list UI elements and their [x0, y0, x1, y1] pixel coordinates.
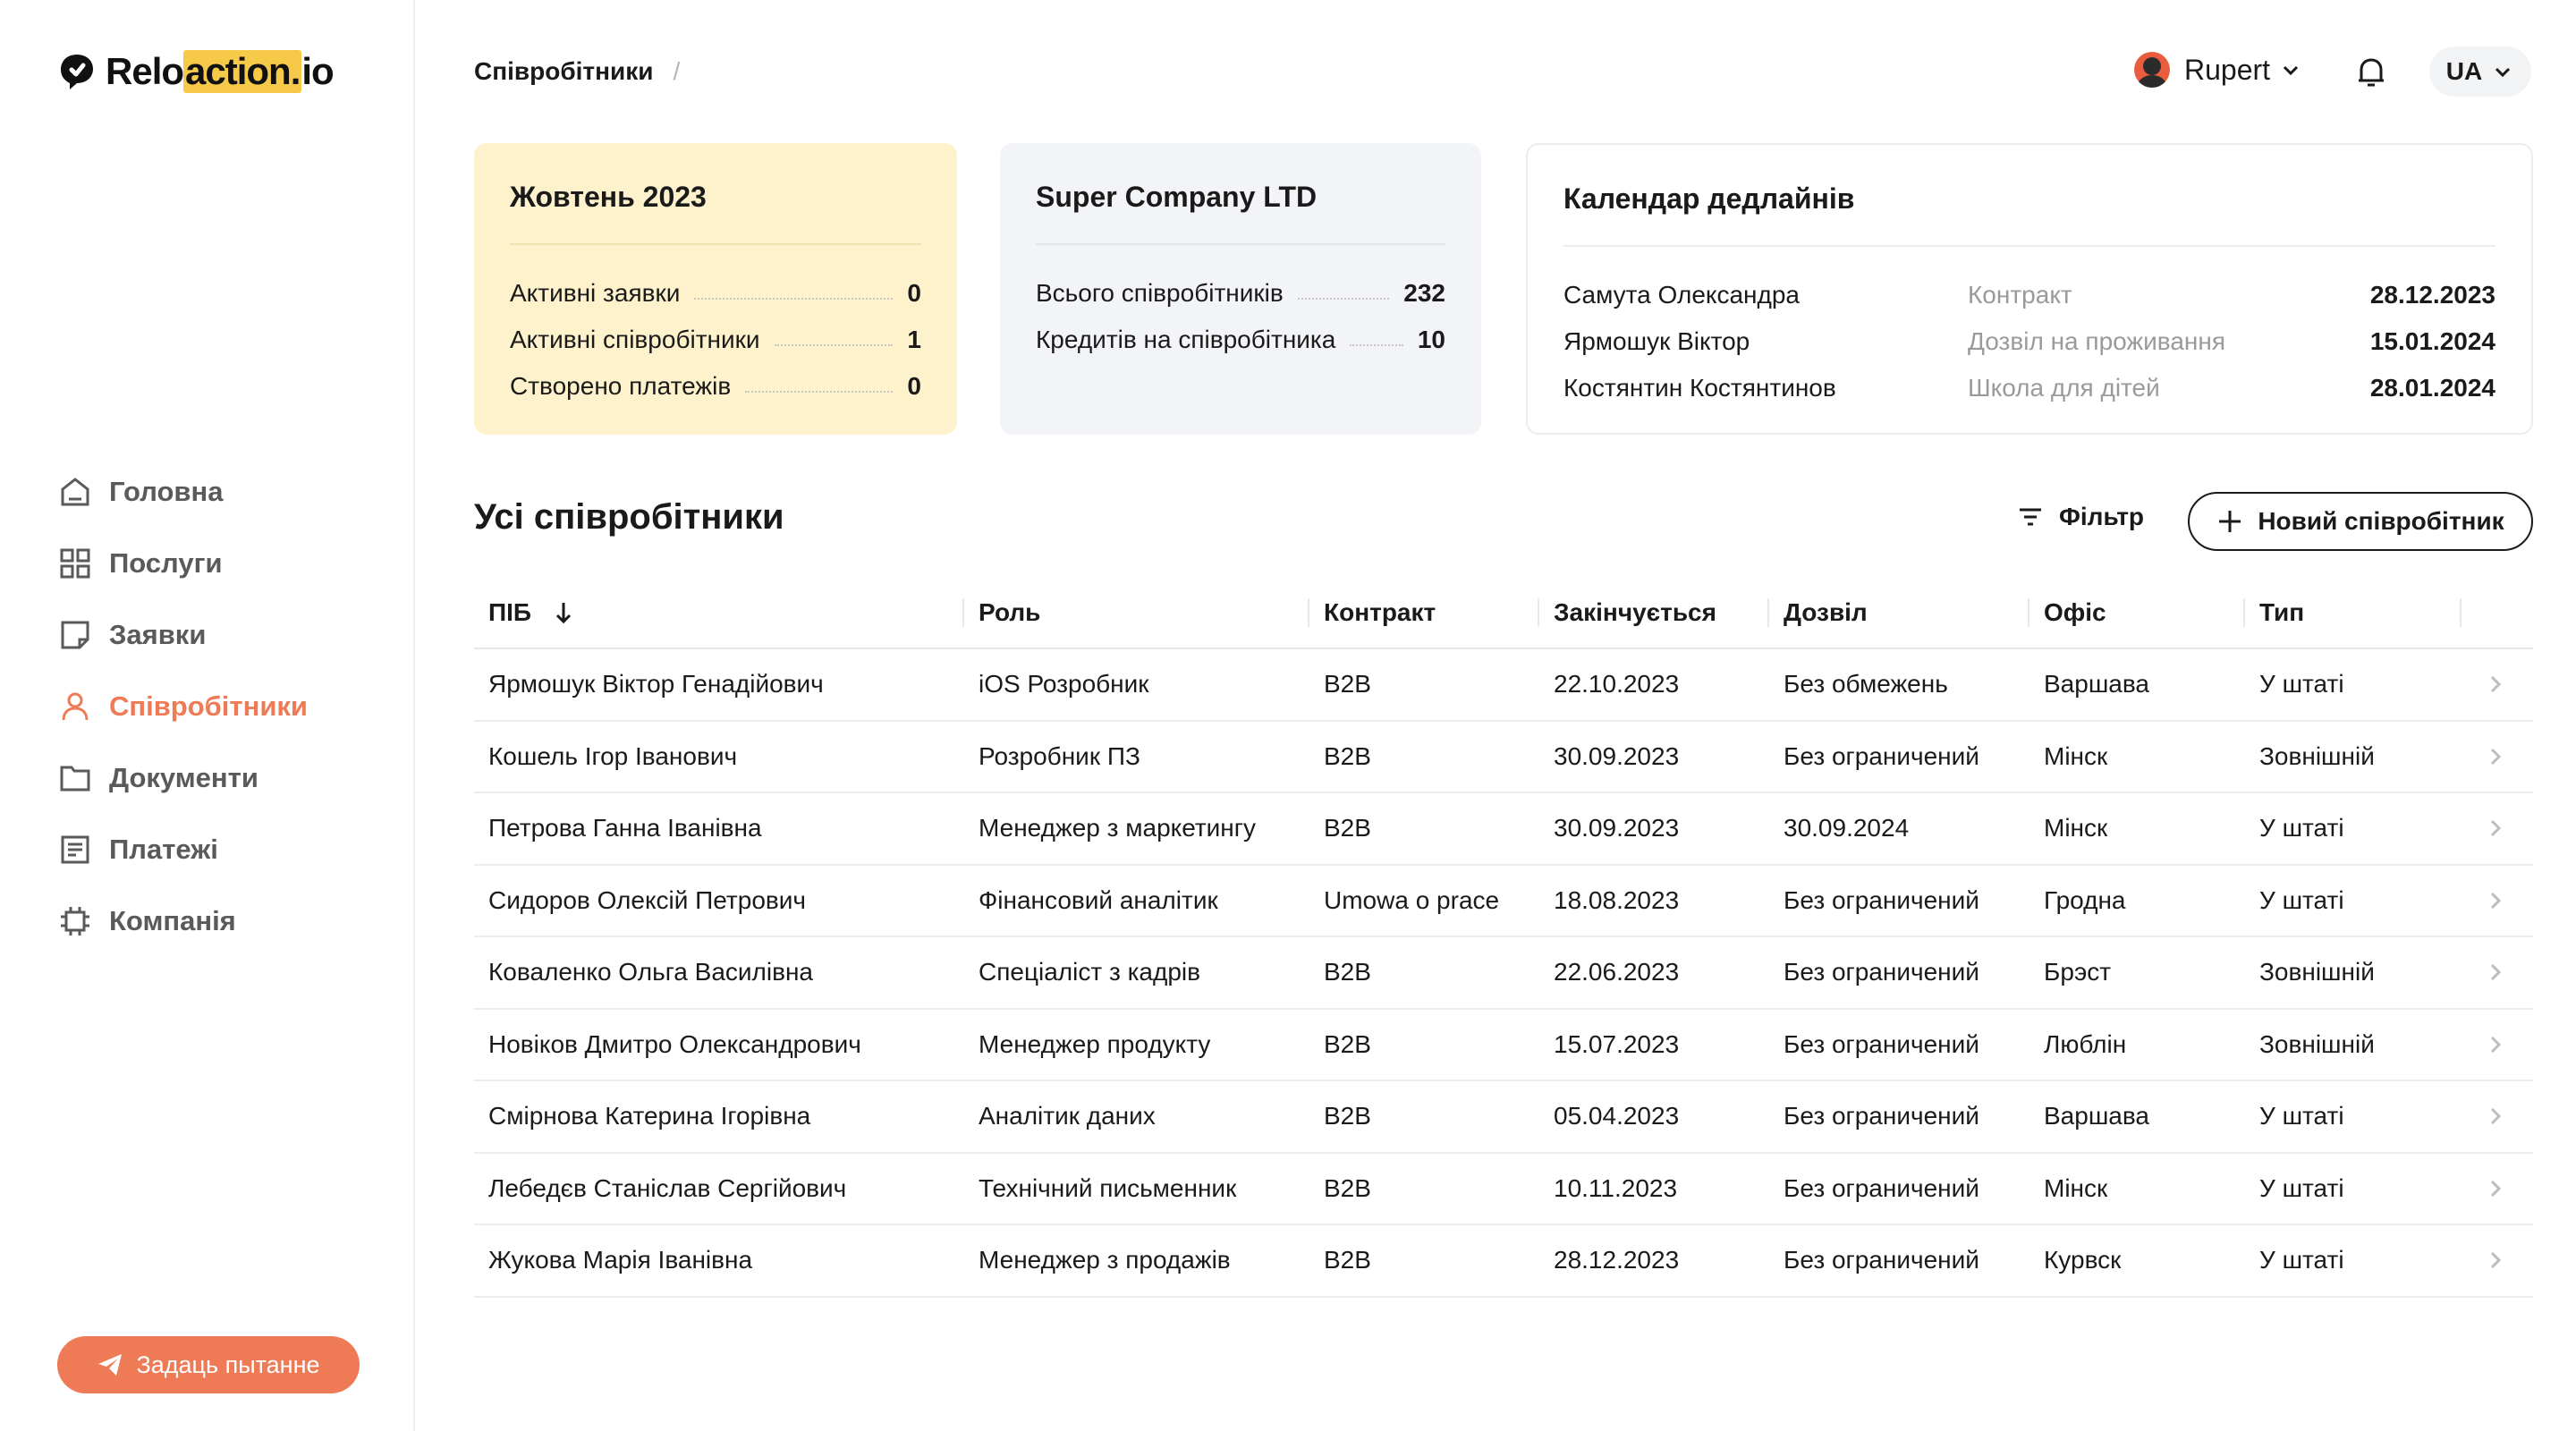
- cell-name: Смірнова Катерина Ігорівна: [488, 1102, 811, 1130]
- logo-text: [106, 50, 334, 93]
- cell-type: У штаті: [2259, 814, 2344, 843]
- row-open-button[interactable]: [2462, 673, 2533, 695]
- deadline-type: Контракт: [1968, 281, 2072, 309]
- deadline-row[interactable]: [1563, 272, 2496, 318]
- cell-permit: Без ограничений: [1784, 1246, 1979, 1274]
- cell-permit: Без ограничений: [1784, 885, 1979, 914]
- table-row[interactable]: [474, 649, 2533, 722]
- deadline-date: 28.01.2024: [2369, 374, 2496, 402]
- sidebar-item-payments[interactable]: [57, 814, 308, 885]
- deadline-date: 15.01.2024: [2369, 327, 2496, 355]
- stat-row: [510, 270, 921, 317]
- notifications-button[interactable]: [2352, 54, 2390, 91]
- stat-value: 232: [1403, 279, 1445, 307]
- card-title: Жовтень 2023: [510, 181, 707, 213]
- deadline-name: Костянтин Костянтинов: [1563, 374, 1836, 402]
- ask-question-button[interactable]: [57, 1336, 360, 1393]
- logo-text-highlight: action.: [185, 50, 301, 92]
- deadline-name: Ярмошук Віктор: [1563, 327, 1750, 355]
- cell-office: Мінск: [2044, 741, 2108, 770]
- column-header-contract[interactable]: [1309, 595, 1539, 631]
- cell-role: Технічний письменник: [979, 1173, 1237, 1202]
- sidebar-item-home[interactable]: [57, 456, 308, 528]
- cell-type: У штаті: [2259, 1102, 2344, 1130]
- cell-expires: 18.08.2023: [1554, 885, 1680, 914]
- user-name: Rupert: [2184, 53, 2271, 86]
- sidebar-item-requests[interactable]: [57, 599, 308, 671]
- stat-label: Активні заявки: [510, 279, 681, 307]
- cell-permit: Без ограничений: [1784, 958, 1979, 986]
- employees-table: [474, 578, 2533, 1298]
- table-row[interactable]: [474, 866, 2533, 938]
- user-icon: [57, 689, 93, 724]
- cell-office: Брэст: [2044, 958, 2112, 986]
- cell-expires: 30.09.2023: [1554, 814, 1680, 843]
- card-divider: [1036, 243, 1445, 245]
- sidebar-item-label: Співробітники: [109, 690, 308, 722]
- new-employee-label: Новий співробітник: [2258, 507, 2504, 535]
- deadline-name: Самута Олександра: [1563, 281, 1800, 309]
- deadline-row[interactable]: [1563, 318, 2496, 365]
- sidebar-item-documents[interactable]: [57, 742, 308, 814]
- column-header-label: Офіс: [2044, 598, 2106, 626]
- chevron-right-icon: [2485, 817, 2506, 839]
- cell-contract: B2B: [1324, 1173, 1371, 1202]
- column-header-label: Контракт: [1324, 598, 1436, 626]
- stat-label: Всього співробітників: [1036, 279, 1284, 307]
- cell-permit: Без ограничений: [1784, 741, 1979, 770]
- column-header-label: Закінчується: [1554, 598, 1716, 626]
- chevron-right-icon: [2485, 746, 2506, 767]
- column-header-actions: [2462, 595, 2533, 631]
- breadcrumb-separator: /: [673, 57, 681, 85]
- company-summary-card: [1000, 143, 1481, 435]
- stat-label: Кредитів на співробітника: [1036, 326, 1336, 353]
- cell-office: Гродна: [2044, 885, 2126, 914]
- cell-office: Люблін: [2044, 1029, 2127, 1058]
- table-row[interactable]: [474, 1081, 2533, 1154]
- cell-contract: B2B: [1324, 958, 1371, 986]
- chevron-right-icon: [2485, 1178, 2506, 1199]
- logo-text-part3: io: [301, 50, 334, 92]
- row-open-button[interactable]: [2462, 1249, 2533, 1271]
- sidebar-item-employees[interactable]: [57, 671, 308, 742]
- chevron-right-icon: [2485, 890, 2506, 911]
- cell-type: У штаті: [2259, 670, 2344, 699]
- cell-name: Кошель Ігор Іванович: [488, 741, 738, 770]
- sidebar-item-label: Заявки: [109, 619, 207, 650]
- stat-value: 0: [907, 279, 921, 307]
- cell-permit: Без ограничений: [1784, 1029, 1979, 1058]
- receipt-icon: [57, 832, 93, 868]
- cell-type: Зовнішній: [2259, 958, 2375, 986]
- row-open-button[interactable]: [2462, 817, 2533, 839]
- cell-role: Фінансовий аналітик: [979, 885, 1218, 914]
- cell-name: Лебедєв Станіслав Сергійович: [488, 1173, 847, 1202]
- cell-office: Курвск: [2044, 1246, 2122, 1274]
- row-open-button[interactable]: [2462, 1034, 2533, 1055]
- cell-name: Сидоров Олексій Петрович: [488, 885, 806, 914]
- deadline-row[interactable]: [1563, 365, 2496, 411]
- deadline-date: 28.12.2023: [2369, 281, 2496, 309]
- cell-expires: 22.06.2023: [1554, 958, 1680, 986]
- chevron-down-icon: [2491, 60, 2514, 83]
- card-divider: [510, 243, 921, 245]
- table-row[interactable]: [474, 793, 2533, 866]
- row-open-button[interactable]: [2462, 1178, 2533, 1199]
- cell-type: У штаті: [2259, 885, 2344, 914]
- column-header-label: Дозвіл: [1784, 598, 1868, 626]
- cell-expires: 10.11.2023: [1554, 1173, 1678, 1202]
- cell-name: Коваленко Ольга Василівна: [488, 958, 814, 986]
- stat-label: Створено платежів: [510, 372, 732, 400]
- cell-permit: Без ограничений: [1784, 1102, 1979, 1130]
- chip-icon: [57, 903, 93, 939]
- table-row[interactable]: [474, 1154, 2533, 1226]
- chevron-down-icon: [2279, 58, 2302, 81]
- cell-role: iOS Розробник: [979, 670, 1149, 699]
- cell-office: Мінск: [2044, 814, 2108, 843]
- bell-icon: [2352, 54, 2390, 91]
- cell-permit: Без обмежень: [1784, 670, 1948, 699]
- table-row[interactable]: [474, 722, 2533, 794]
- sidebar: [0, 0, 415, 1431]
- cell-type: Зовнішній: [2259, 1029, 2375, 1058]
- cell-expires: 22.10.2023: [1554, 670, 1680, 699]
- send-icon: [97, 1351, 123, 1378]
- row-open-button[interactable]: [2462, 1105, 2533, 1127]
- sidebar-item-label: Документи: [109, 762, 258, 793]
- row-open-button[interactable]: [2462, 890, 2533, 911]
- ask-question-label: Задаць пытанне: [136, 1351, 320, 1378]
- cell-contract: B2B: [1324, 670, 1371, 699]
- sidebar-item-label: Головна: [109, 476, 224, 507]
- table-row[interactable]: [474, 937, 2533, 1010]
- cell-name: Новіков Дмитро Олександрович: [488, 1029, 861, 1058]
- cell-type: У штаті: [2259, 1246, 2344, 1274]
- cell-expires: 05.04.2023: [1554, 1102, 1680, 1130]
- folder-icon: [57, 760, 93, 796]
- table-header: [474, 578, 2533, 649]
- deadline-type: Дозвіл на проживання: [1968, 327, 2225, 355]
- cell-contract: B2B: [1324, 1246, 1371, 1274]
- card-divider: [1563, 245, 2496, 247]
- stat-row: [510, 363, 921, 410]
- cell-role: Аналітик даних: [979, 1102, 1156, 1130]
- cell-name: Жукова Марія Іванівна: [488, 1246, 753, 1274]
- sidebar-item-label: Послуги: [109, 547, 223, 579]
- cell-contract: B2B: [1324, 814, 1371, 843]
- chevron-right-icon: [2485, 961, 2506, 983]
- stat-row: [510, 317, 921, 363]
- column-header-type[interactable]: [2245, 595, 2462, 631]
- column-header-name[interactable]: [474, 595, 964, 631]
- cell-contract: Umowa o prace: [1324, 885, 1500, 914]
- deadline-calendar-card: [1526, 143, 2533, 435]
- card-title: Календар дедлайнів: [1563, 182, 1855, 215]
- breadcrumb: [474, 57, 680, 86]
- new-employee-button[interactable]: [2188, 492, 2533, 551]
- column-header-label: Тип: [2259, 598, 2305, 626]
- cell-permit: 30.09.2024: [1784, 814, 1910, 843]
- deadline-type: Школа для дітей: [1968, 374, 2160, 402]
- filter-label: Фільтр: [2059, 503, 2145, 530]
- row-open-button[interactable]: [2462, 746, 2533, 767]
- cell-contract: B2B: [1324, 1029, 1371, 1058]
- cell-name: Ярмошук Віктор Генадійович: [488, 670, 824, 699]
- cell-permit: Без ограничений: [1784, 1173, 1979, 1202]
- table-body: [474, 649, 2533, 1298]
- breadcrumb-current[interactable]: Співробітники: [474, 57, 654, 85]
- cell-office: Варшава: [2044, 670, 2149, 699]
- filter-button[interactable]: [2016, 503, 2144, 531]
- column-header-expires[interactable]: [1539, 595, 1769, 631]
- sidebar-item-services[interactable]: [57, 528, 308, 599]
- page-title: Усі співробітники: [474, 497, 784, 537]
- cell-expires: 28.12.2023: [1554, 1246, 1680, 1274]
- column-header-permit[interactable]: [1769, 595, 2029, 631]
- column-header-role[interactable]: [964, 595, 1309, 631]
- stat-row: [1036, 317, 1445, 363]
- filter-icon: [2016, 503, 2045, 531]
- chevron-right-icon: [2485, 1249, 2506, 1271]
- cell-name: Петрова Ганна Іванівна: [488, 814, 762, 843]
- avatar: [2134, 52, 2170, 88]
- row-open-button[interactable]: [2462, 961, 2533, 983]
- cell-type: Зовнішній: [2259, 741, 2375, 770]
- cell-role: Менеджер з маркетингу: [979, 814, 1256, 843]
- sidebar-item-label: Компанія: [109, 905, 236, 936]
- plus-icon: [2216, 508, 2243, 535]
- cell-role: Розробник ПЗ: [979, 741, 1140, 770]
- stat-value: 0: [907, 372, 921, 400]
- chevron-right-icon: [2485, 1034, 2506, 1055]
- cell-role: Менеджер продукту: [979, 1029, 1211, 1058]
- chevron-right-icon: [2485, 673, 2506, 695]
- home-icon: [57, 474, 93, 510]
- sort-arrow-down-icon: [551, 600, 576, 625]
- column-header-label: ПІБ: [488, 598, 532, 626]
- language-select[interactable]: [2429, 47, 2531, 97]
- chevron-right-icon: [2485, 1105, 2506, 1127]
- cell-expires: 30.09.2023: [1554, 741, 1680, 770]
- cell-expires: 15.07.2023: [1554, 1029, 1680, 1058]
- cell-type: У штаті: [2259, 1173, 2344, 1202]
- table-row[interactable]: [474, 1010, 2533, 1082]
- request-icon: [57, 617, 93, 653]
- cell-contract: B2B: [1324, 741, 1371, 770]
- logo-mark-icon: [57, 52, 97, 91]
- cell-office: Варшава: [2044, 1102, 2149, 1130]
- cell-role: Менеджер з продажів: [979, 1246, 1231, 1274]
- month-summary-card: [474, 143, 957, 435]
- user-menu[interactable]: [2134, 52, 2302, 88]
- grid-icon: [57, 546, 93, 581]
- stat-row: [1036, 270, 1445, 317]
- sidebar-item-company[interactable]: [57, 885, 308, 957]
- cell-contract: B2B: [1324, 1102, 1371, 1130]
- cell-office: Мінск: [2044, 1173, 2108, 1202]
- sidebar-item-label: Платежі: [109, 834, 218, 865]
- logo-text-part1: Relo: [106, 50, 184, 92]
- stat-value: 10: [1417, 326, 1445, 353]
- stat-value: 1: [907, 326, 921, 353]
- column-header-label: Роль: [979, 598, 1041, 626]
- column-header-office[interactable]: [2029, 595, 2245, 631]
- stat-label: Активні співробітники: [510, 326, 760, 353]
- sidebar-nav: [57, 456, 308, 957]
- card-title: Super Company LTD: [1036, 181, 1318, 213]
- table-row[interactable]: [474, 1225, 2533, 1298]
- logo[interactable]: [57, 48, 334, 95]
- language-value: UA: [2445, 57, 2483, 85]
- cell-role: Спеціаліст з кадрів: [979, 958, 1201, 986]
